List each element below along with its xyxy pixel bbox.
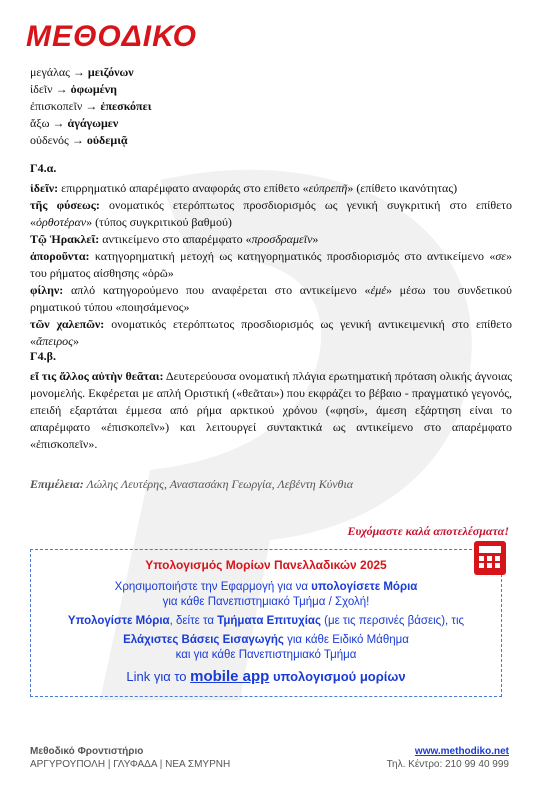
wishes-text: Ευχόμαστε καλά αποτελέσματα! [347,524,509,538]
arrow-icon: → [71,133,84,147]
list-item: τῆς φύσεως: ονοματικός ετερόπτωτος προσδιορισμός ως γενική συγκριτική στο επίθετο «ὀρθοτέραν» (τύπος συγκριτικού βαθμού) [30,198,512,229]
list-item: τῶν χαλεπῶν: ονοματικός ετερόπτωτος προσδιορισμός ως γενική αντικειμενική στο επίθετο «ἄπειρος» [30,317,512,348]
transform-list [30,64,151,149]
section-heading: Γ4.β. [30,349,56,363]
list-item: ἐπισκοπεῖν → ἐπεσκόπει [30,99,152,113]
list-item: μεγάλας → μειζόνων [30,65,134,79]
banner-title: Υπολογισμός Μορίων Πανελλαδικών 2025 [145,558,387,572]
footer-company: Μεθοδικό Φροντιστήριο ΑΡΓΥΡΟΥΠΟΛΗ | ΓΛΥΦΑΔΑ | ΝΕΑ ΣΜΥΡΝΗ [30,746,231,770]
arrow-icon: → [72,65,85,79]
footer-contact: www.methodiko.net Τηλ. Κέντρο: 210 99 40 999 [386,746,509,770]
list-item: οὐδενός → οὐδεμιᾷ [30,133,128,147]
paragraph: εἴ τις ἄλλος αὐτὴν θεᾶται: Δευτερεύουσα ονοματική πλάγια ερωτηματική πρόταση ολικής άγνοιας μονομελής. Εκφέρεται με απλή Οριστική («θεᾶται») που εκφράζει το βέβαιο - πραγματικό γεγονός, επειδή εξαρτάται έμμεσα από ρήμα αρκτικού χρόνου («φησί», άμεση εξάρτηση είναι το απαρέμφατο «ἐπισκοπεῖν») και λειτουργεί συντακτικά ως αντικείμενο στο απαρέμφατο «ἐπισκοπεῖν». [30,369,512,451]
section-g4b [30,348,512,453]
list-item: Τῷ Ἡρακλεῖ: αντικείμενο στο απαρέμφατο «προσδραμεῖν» [30,232,319,246]
mobile-app-link[interactable]: Link για το mobile app υπολογισμού μορίων [126,668,406,685]
section-g4a [30,160,512,350]
list-item: ἰδεῖν → ὀφωμένη [30,82,117,96]
calculator-icon [474,541,506,575]
arrow-icon: → [52,116,65,130]
editors-line: Επιμέλεια: Λώλης Λευτέρης, Αναστασάκη Γεωργία, Λεβέντη Κύνθια [30,477,354,491]
list-item: ἰδεῖν: επιρρηματικό απαρέμφατο αναφοράς στο επίθετο «εὐπρεπῆ» (επίθετο ικανότητας) [30,181,458,195]
list-item: φίλην: απλό κατηγορούμενο που αναφέρεται στο αντικείμενο «ἐμέ» μέσω του συνδετικού ρηματικού τύπου «ποιησάμενος» [30,283,512,314]
list-item: ἀποροῦντα: κατηγορηματική μετοχή ως κατηγορηματικός προσδιορισμός στο αντικείμενο «σε» του ρήματος αίσθησης «ὁρῶ» [30,249,512,280]
website-link[interactable]: www.methodiko.net [414,746,509,757]
methodiko-logo: ΜΕΘΟΔΙΚΟ [26,20,197,53]
arrow-icon: → [85,99,98,113]
list-item: ἄξω → ἀγάγωμεν [30,116,119,130]
section-heading: Γ4.α. [30,161,57,175]
arrow-icon: → [55,82,68,96]
points-calculator-banner[interactable]: Υπολογισμός Μορίων Πανελλαδικών 2025 Χρησιμοποιήστε την Εφαρμογή για να υπολογίσετε Μόρια για κάθε Πανεπιστημιακό Τμήμα / Σχολή! Υπολογίστε Μόρια, δείτε τα Τμήματα Επιτυχίας (με τις περσινές βάσεις), τις Ελάχιστες Βάσεις Εισαγωγής για κάθε Ειδικό Μάθημα και για κάθε Πανεπιστημιακό Τμήμα Link για το mobile app υπολογισμού μορίων [30,549,502,697]
